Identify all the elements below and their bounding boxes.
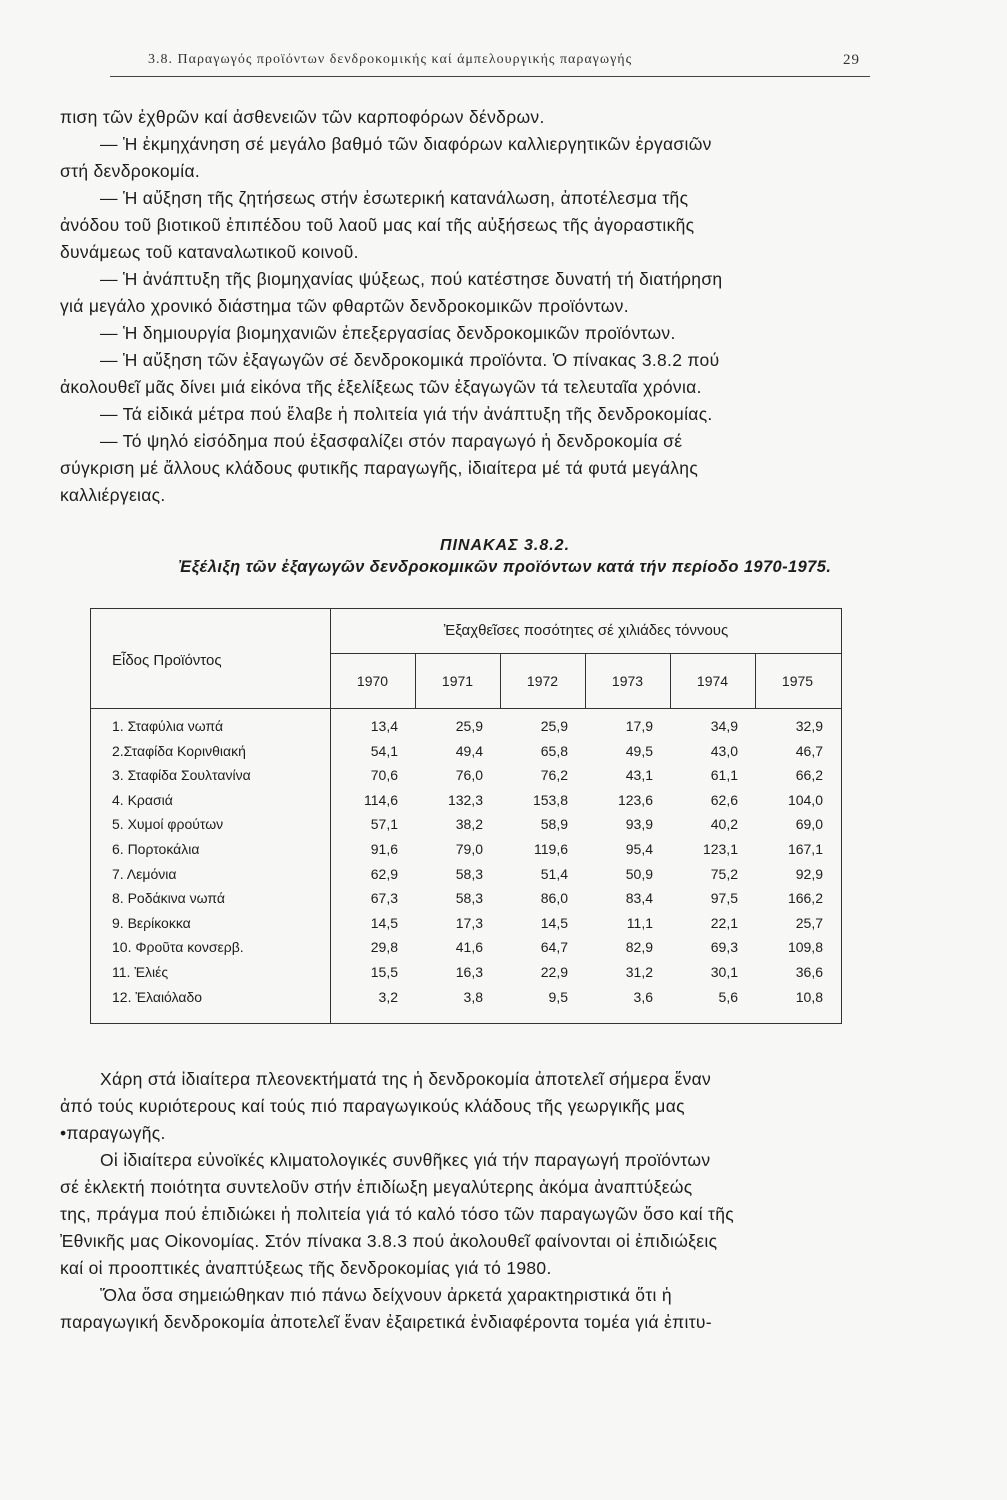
value-cell: 14,5 xyxy=(370,914,398,931)
value-cell: 58,3 xyxy=(455,890,483,907)
product-name-cell: 6. Πορτοκάλια xyxy=(112,841,200,857)
product-name-cell: 2.Σταφίδα Κορινθιακή xyxy=(112,742,246,759)
value-cell: 54,1 xyxy=(370,742,398,759)
text-line: καί οἱ προοπτικές ἀναπτύξεως τῆς δενδροκομίας γιά τό 1980. xyxy=(60,1258,552,1278)
text-line: — Ἡ ἀνάπτυξη τῆς βιομηχανίας ψύξεως, πού κατέστησε δυνατή τή διατήρηση xyxy=(100,269,723,289)
value-cell: 70,6 xyxy=(370,767,398,784)
value-cell: 69,0 xyxy=(795,816,823,833)
value-cell: 50,9 xyxy=(625,865,653,882)
value-cell: 66,2 xyxy=(795,767,823,784)
text-line: — Ἡ αὔξηση τῆς ζητήσεως στήν ἐσωτερική κατανάλωση, ἀποτέλεσμα τῆς xyxy=(100,188,689,208)
value-cell: 123,6 xyxy=(617,791,653,808)
value-cell: 25,7 xyxy=(795,914,823,931)
text-line: πιση τῶν ἐχθρῶν καί ἀσθενειῶν τῶν καρποφόρων δένδρων. xyxy=(60,107,545,127)
year-header: 1973 xyxy=(611,673,644,689)
product-name-cell: 5. Χυμοί φρούτων xyxy=(112,816,224,833)
bottom-text-block xyxy=(60,1066,870,1336)
value-cell: 3,6 xyxy=(633,988,653,1005)
top-text-block xyxy=(60,104,870,509)
years-top-rule xyxy=(330,653,842,654)
value-cell: 36,6 xyxy=(795,964,823,980)
value-cell: 79,0 xyxy=(455,841,483,857)
value-cell: 30,1 xyxy=(710,964,738,980)
text-line: της, πράγμα πού ἐπιδιώκει ἡ πολιτεία γιά τό καλό τόσο τῶν παραγωγῶν ὅσο καί τῆς xyxy=(60,1204,735,1224)
value-cell: 14,5 xyxy=(540,914,568,931)
value-cell: 17,3 xyxy=(455,914,483,931)
value-cell: 65,8 xyxy=(540,742,568,759)
value-cell: 25,9 xyxy=(540,718,568,734)
year-header: 1971 xyxy=(441,673,474,689)
value-cell: 25,9 xyxy=(455,718,483,734)
text-line: γιά μεγάλο χρονικό διάστημα τῶν φθαρτῶν δενδροκομικῶν προϊόντων. xyxy=(60,296,629,316)
product-name-cell: 11. Ἐλιές xyxy=(112,964,169,980)
value-cell: 40,2 xyxy=(710,816,738,833)
product-name-cell: 12. Ἐλαιόλαδο xyxy=(112,988,203,1005)
table-title: Ἐξέλιξη τῶν ἐξαγωγῶν δενδροκομικῶν προϊόντων κατά τήν περίοδο 1970-1975. xyxy=(178,558,832,576)
value-cell: 41,6 xyxy=(455,939,483,956)
text-line: σέ ἐκλεκτή ποιότητα συντελοῦν στήν ἐπιδίωξη μεγαλύτερης ἀκόμα ἀναπτύξεώς xyxy=(60,1177,693,1197)
year-header: 1975 xyxy=(781,673,814,689)
value-cell: 43,0 xyxy=(710,742,738,759)
value-cell: 17,9 xyxy=(625,718,653,734)
section-title: 3.8. Παραγωγός προϊόντων δενδροκομικής καί άμπελουργικής παραγωγής xyxy=(148,52,633,67)
product-column-header: Εἶδος Προϊόντος xyxy=(112,652,222,669)
value-cell: 91,6 xyxy=(370,841,398,857)
value-cell: 11,1 xyxy=(626,914,653,931)
running-header xyxy=(110,50,870,77)
value-cell: 132,3 xyxy=(447,791,483,808)
product-name-cell: 3. Σταφίδα Σουλτανίνα xyxy=(112,767,251,784)
product-name-cell: 9. Βερίκοκκα xyxy=(112,914,191,931)
value-cell: 62,6 xyxy=(710,791,738,808)
text-line: παραγωγική δενδροκομία ἀποτελεῖ ἕναν ἐξαιρετικά ἐνδιαφέροντα τομέα γιά ἐπιτυ- xyxy=(60,1312,712,1332)
value-cell: 34,9 xyxy=(710,718,738,734)
value-cell: 58,9 xyxy=(540,816,568,833)
year-header: 1970 xyxy=(356,673,389,689)
value-cell: 9,5 xyxy=(548,988,568,1005)
value-cell: 93,9 xyxy=(625,816,653,833)
value-cell: 46,7 xyxy=(795,742,823,759)
product-name-cell: 1. Σταφύλια νωπά xyxy=(112,718,224,734)
value-cell: 43,1 xyxy=(625,767,653,784)
value-cell: 51,4 xyxy=(540,865,568,882)
value-cell: 3,2 xyxy=(378,988,398,1005)
table-top-rule xyxy=(90,608,842,609)
value-cell: 97,5 xyxy=(710,890,738,907)
quantity-column-header: Ἐξαχθεῖσες ποσότητες σέ χιλιάδες τόννους xyxy=(443,622,729,639)
value-cell: 64,7 xyxy=(540,939,568,956)
exports-table xyxy=(90,608,842,1024)
value-cell: 15,5 xyxy=(370,964,398,980)
text-line: — Ἡ δημιουργία βιομηχανιῶν ἐπεξεργασίας δενδροκομικῶν προϊόντων. xyxy=(100,323,676,343)
value-cell: 49,5 xyxy=(625,742,653,759)
text-line: σύγκριση μέ ἄλλους κλάδους φυτικῆς παραγωγῆς, ἰδιαίτερα μέ τά φυτά μεγάλης xyxy=(60,458,699,478)
year-header: 1972 xyxy=(526,673,559,689)
header-bottom-rule xyxy=(90,708,842,709)
text-line: Ἐθνικῆς μας Οἰκονομίας. Στόν πίνακα 3.8.3 πού ἀκολουθεῖ φαίνονται οἱ ἐπιδιώξεις xyxy=(60,1231,718,1251)
product-name-cell: 10. Φροῦτα κονσερβ. xyxy=(112,939,244,956)
value-cell: 5,6 xyxy=(718,988,738,1005)
text-line: ἀνόδου τοῦ βιοτικοῦ ἐπιπέδου τοῦ λαοῦ μας καί τῆς αὐξήσεως τῆς ἀγοραστικῆς xyxy=(60,215,695,235)
text-line: ἀπό τούς κυριότερους καί τούς πιό παραγωγικούς κλάδους τῆς γεωργικῆς μας xyxy=(60,1096,685,1116)
value-cell: 16,3 xyxy=(455,964,483,980)
value-cell: 153,8 xyxy=(532,791,568,808)
value-cell: 76,0 xyxy=(455,767,483,784)
value-cell: 167,1 xyxy=(787,841,823,857)
table-bottom-rule xyxy=(90,1023,842,1024)
value-cell: 76,2 xyxy=(540,767,568,784)
value-cell: 109,8 xyxy=(787,939,823,956)
value-cell: 3,8 xyxy=(463,988,483,1005)
product-name-cell: 7. Λεμόνια xyxy=(112,865,177,882)
value-cell: 57,1 xyxy=(370,816,398,833)
text-line: — Ἡ αὔξηση τῶν ἐξαγωγῶν σέ δενδροκομικά προϊόντα. Ὁ πίνακας 3.8.2 πού xyxy=(100,350,720,370)
value-cell: 86,0 xyxy=(540,890,568,907)
value-cell: 31,2 xyxy=(625,964,653,980)
value-cell: 69,3 xyxy=(710,939,738,956)
value-cell: 62,9 xyxy=(370,865,398,882)
text-line: ἀκολουθεῖ μᾶς δίνει μιά εἰκόνα τῆς ἐξελίξεως τῶν ἐξαγωγῶν τά τελευταῖα χρόνια. xyxy=(60,377,702,397)
value-cell: 29,8 xyxy=(370,939,398,956)
text-line: καλλιέργειας. xyxy=(60,485,166,505)
column-divider xyxy=(330,608,331,1024)
text-line: — Τό ψηλό εἰσόδημα πού ἐξασφαλίζει στόν παραγωγό ἡ δενδροκομία σέ xyxy=(100,431,683,451)
text-line: — Τά εἰδικά μέτρα πού ἔλαβε ἡ πολιτεία γιά τήν ἀνάπτυξη τῆς δενδροκομίας. xyxy=(100,404,713,424)
value-cell: 104,0 xyxy=(787,791,823,808)
table-left-rule xyxy=(90,608,91,1024)
text-line: — Ἡ ἐκμηχάνηση σέ μεγάλο βαθμό τῶν διαφόρων καλλιεργητικῶν ἐργασιῶν xyxy=(100,134,712,154)
text-line: Οἱ ἰδιαίτερα εὐνοϊκές κλιματολογικές συνθῆκες γιά τήν παραγωγή προϊόντων xyxy=(100,1150,711,1170)
text-line: Χάρη στά ἰδιαίτερα πλεονεκτήματά της ἡ δενδροκομία ἀποτελεῖ σήμερα ἕναν xyxy=(100,1069,712,1089)
value-cell: 32,9 xyxy=(795,718,823,734)
value-cell: 75,2 xyxy=(710,865,738,882)
value-cell: 119,6 xyxy=(534,841,568,857)
value-cell: 114,6 xyxy=(364,791,398,808)
value-cell: 22,1 xyxy=(710,914,738,931)
value-cell: 38,2 xyxy=(455,816,483,833)
product-name-cell: 8. Ροδάκινα νωπά xyxy=(112,890,225,907)
value-cell: 82,9 xyxy=(625,939,653,956)
text-line: Ὅλα ὅσα σημειώθηκαν πιό πάνω δείχνουν ἀρκετά χαρακτηριστικά ὅτι ἡ xyxy=(100,1285,672,1305)
value-cell: 10,8 xyxy=(795,988,823,1005)
text-line: δυνάμεως τοῦ καταναλωτικοῦ κοινοῦ. xyxy=(60,242,359,262)
table-label: ΠΙΝΑΚΑΣ 3.8.2. xyxy=(439,537,571,554)
value-cell: 123,1 xyxy=(702,841,738,857)
value-cell: 67,3 xyxy=(370,890,398,907)
value-cell: 61,1 xyxy=(710,767,738,784)
page-number: 29 xyxy=(843,52,860,68)
value-cell: 49,4 xyxy=(455,742,483,759)
table-right-rule xyxy=(841,608,842,1024)
year-header: 1974 xyxy=(696,673,729,689)
product-name-cell: 4. Κρασιά xyxy=(112,791,173,808)
value-cell: 58,3 xyxy=(455,865,483,882)
text-line: •παραγωγῆς. xyxy=(60,1123,166,1143)
value-cell: 95,4 xyxy=(625,841,653,857)
text-line: στή δενδροκομία. xyxy=(60,161,201,181)
value-cell: 22,9 xyxy=(540,964,568,980)
value-cell: 92,9 xyxy=(795,865,823,882)
value-cell: 166,2 xyxy=(787,890,823,907)
value-cell: 83,4 xyxy=(625,890,653,907)
value-cell: 13,4 xyxy=(370,718,398,734)
